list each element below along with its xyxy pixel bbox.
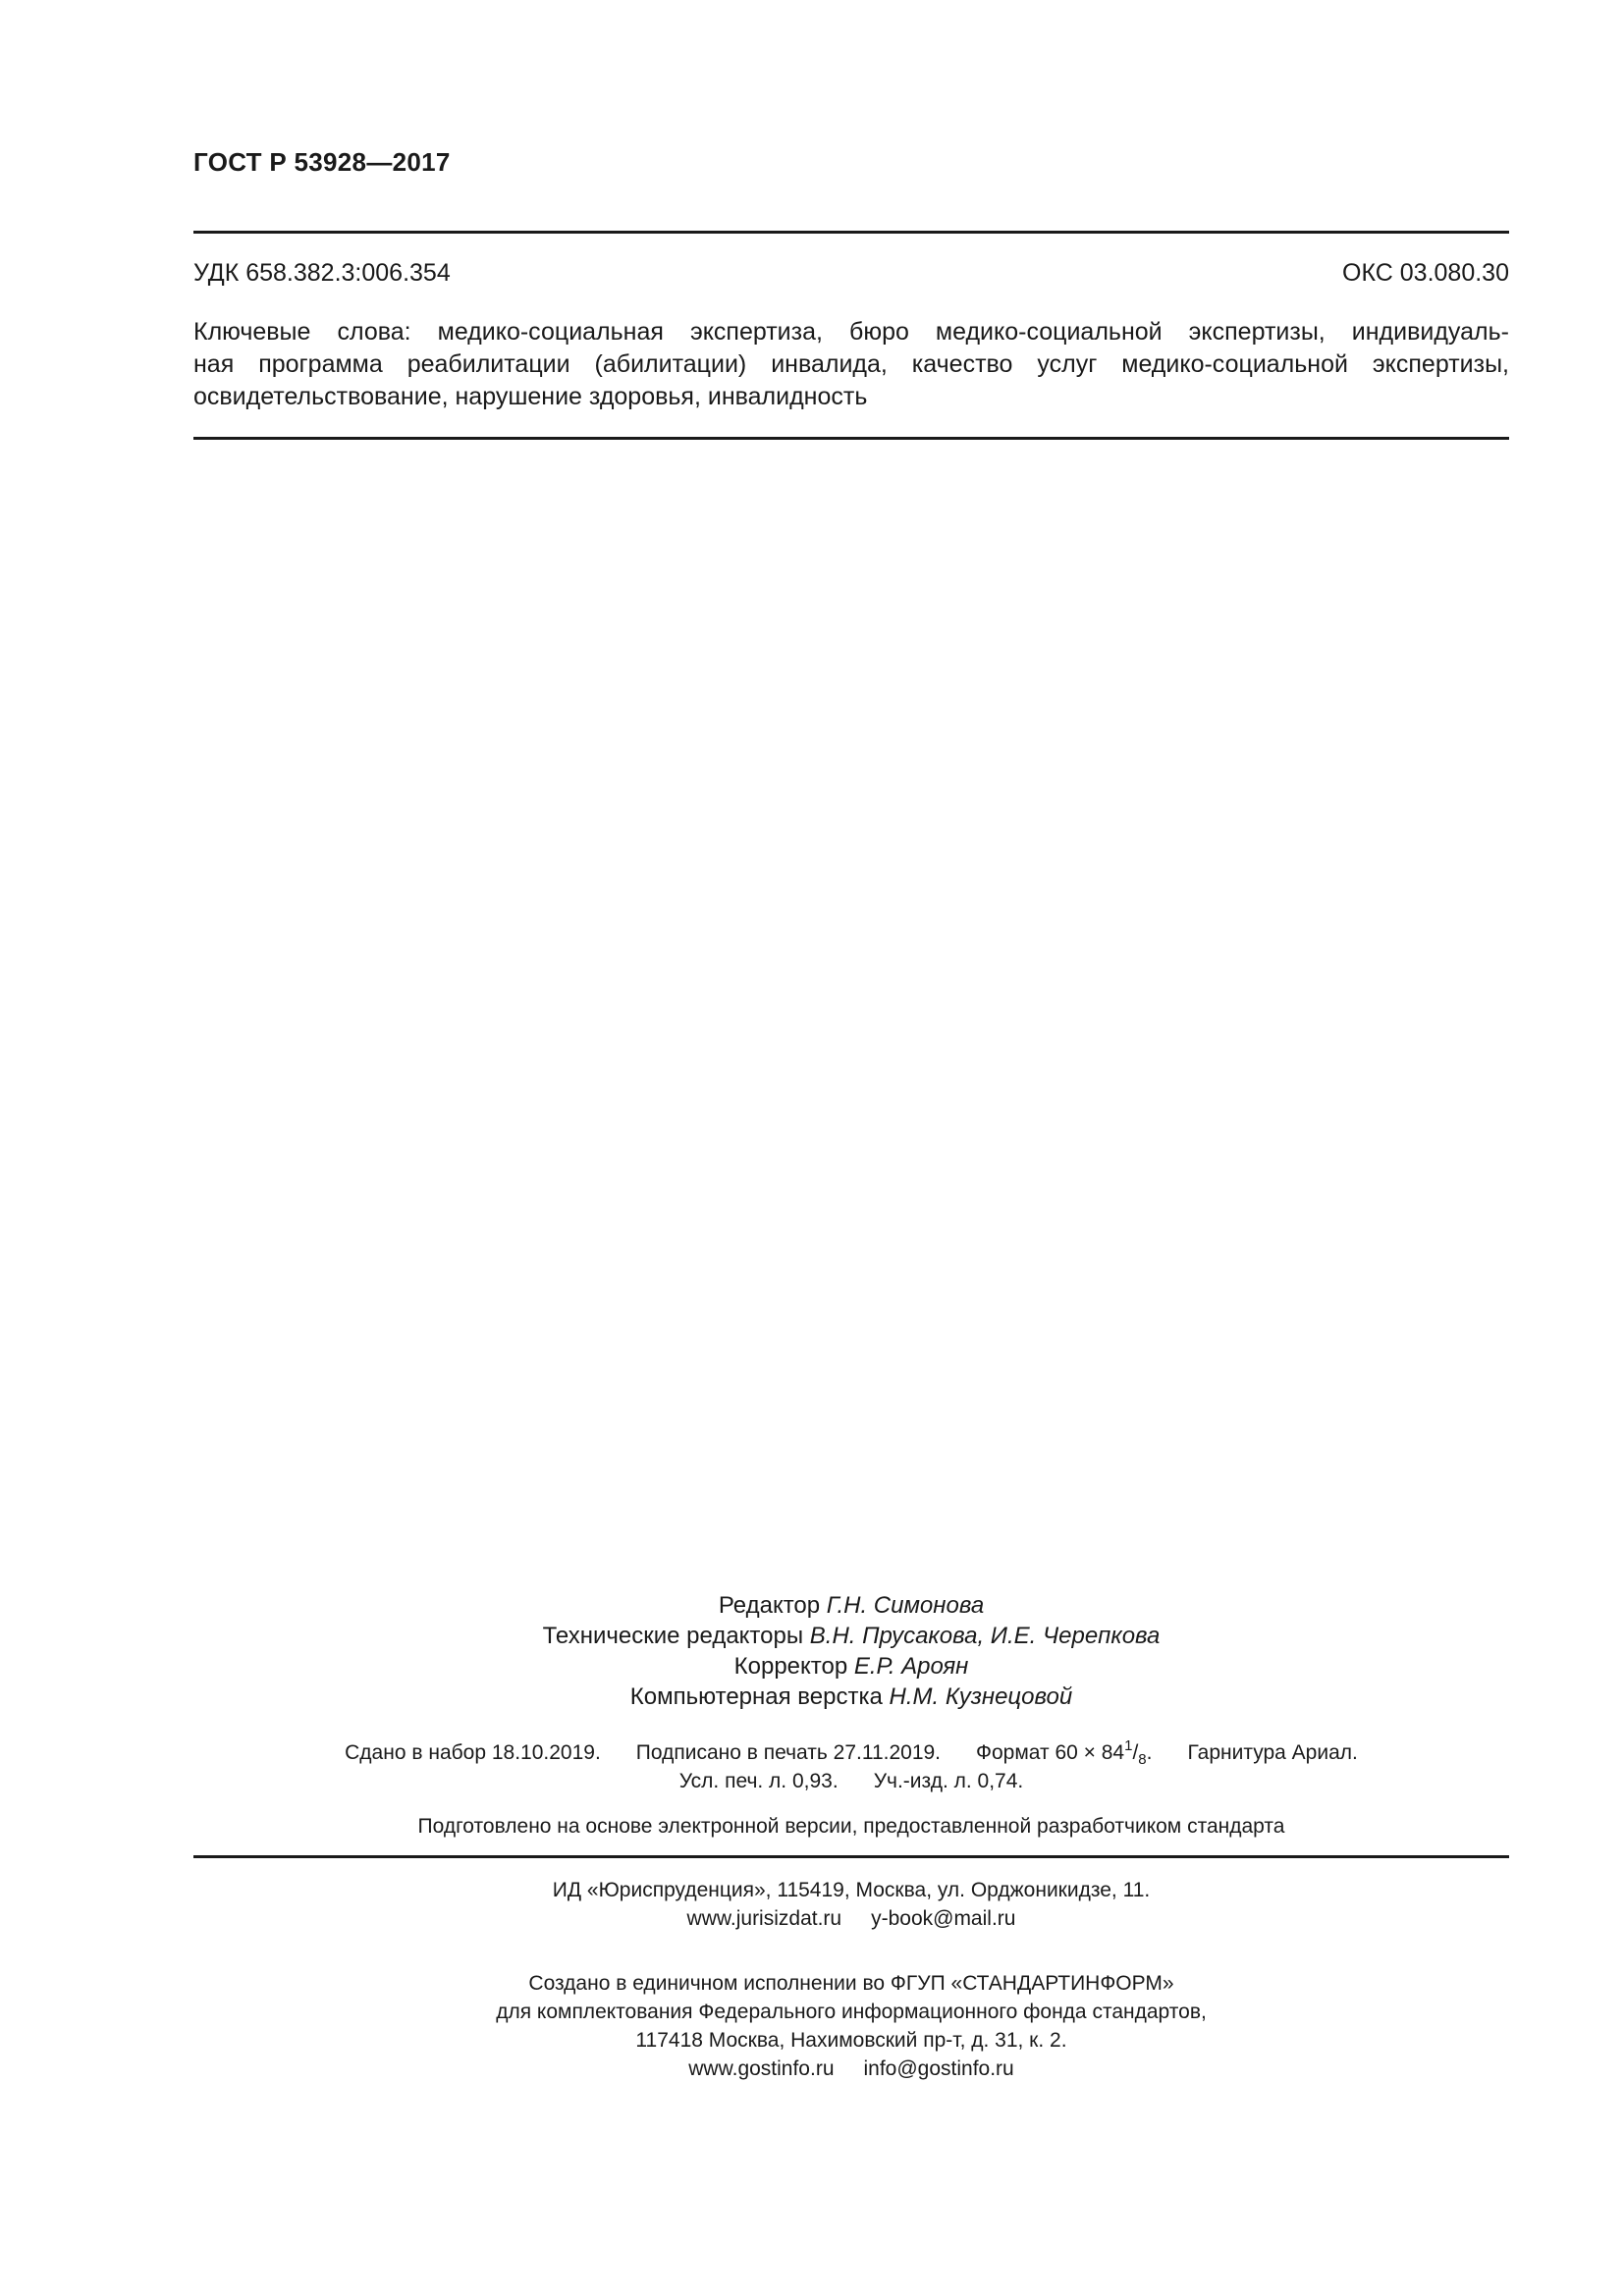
typeface: Гарнитура Ариал. [1187,1741,1358,1764]
tech-editors-label: Технические редакторы [542,1623,804,1649]
top-divider [193,231,1509,234]
publisher-site-link[interactable]: www.jurisizdat.ru [686,1907,842,1930]
typeset-date: Сдано в набор 18.10.2019. [345,1741,601,1764]
publisher-address: ИД «Юриспруденция», 115419, Москва, ул. Орджоникидзе, 11. [552,1879,1151,1901]
oks-code: ОКС 03.080.30 [1342,259,1509,287]
keywords-line-3: освидетельствование, нарушение здоровья, инвалидность [193,383,868,410]
publisher-email-link[interactable]: y-book@mail.ru [871,1907,1016,1930]
producer-address: 117418 Москва, Нахимовский пр-т, д. 31, к. 2. [635,2029,1067,2052]
imprint-line-1 [193,1738,1509,1767]
print-format: Формат $60 \times 84^1/_8$. [976,1737,1153,1768]
editor-name: Г.Н. Симонова [826,1592,985,1619]
prepared-note: Подготовлено на основе электронной версии, предоставленной разработчиком стандарта [417,1815,1285,1838]
proofreader-credit [193,1651,1509,1682]
udc-code: УДК 658.382.3:006.354 [193,259,451,287]
tech-editors-names: В.Н. Прусакова, И.Е. Черепкова [809,1623,1161,1649]
proofreader-name: Е.Р. Ароян [853,1653,969,1680]
proofreader-label: Корректор [733,1653,848,1680]
document-code: ГОСТ Р 53928—2017 [193,147,451,177]
publisher-sheets: Уч.-изд. л. 0,74. [873,1770,1024,1792]
publisher-contacts [193,1904,1509,1933]
layout-name: Н.М. Кузнецовой [889,1683,1073,1710]
keywords-divider [193,437,1509,440]
producer-line-1: Создано в единичном исполнении во ФГУП «СТАНДАРТИНФОРМ» [528,1972,1174,1995]
tech-editors-credit [193,1621,1509,1651]
layout-label: Компьютерная верстка [629,1683,883,1710]
layout-credit [193,1682,1509,1712]
producer-contacts [193,2055,1509,2083]
imprint-line-2 [193,1767,1509,1795]
producer-line-2: для комплектования Федерального информационного фонда стандартов, [496,2001,1207,2023]
print-sheets: Усл. печ. л. 0,93. [678,1770,839,1792]
producer-email-link[interactable]: info@gostinfo.ru [863,2057,1014,2080]
editor-credit [193,1590,1509,1621]
keywords-line-1: Ключевые слова: медико-социальная экспертиза, бюро медико-социальной экспертизы, индивидуаль- [193,318,1509,346]
imprint-divider [193,1855,1509,1858]
keywords-line-2: ная программа реабилитации (абилитации) инвалида, качество услуг медико-социальной экспертизы, [193,350,1509,378]
signed-date: Подписано в печать 27.11.2019. [635,1741,942,1764]
keywords-paragraph [193,316,1509,413]
editor-label: Редактор [718,1592,821,1619]
producer-site-link[interactable]: www.gostinfo.ru [688,2057,835,2080]
